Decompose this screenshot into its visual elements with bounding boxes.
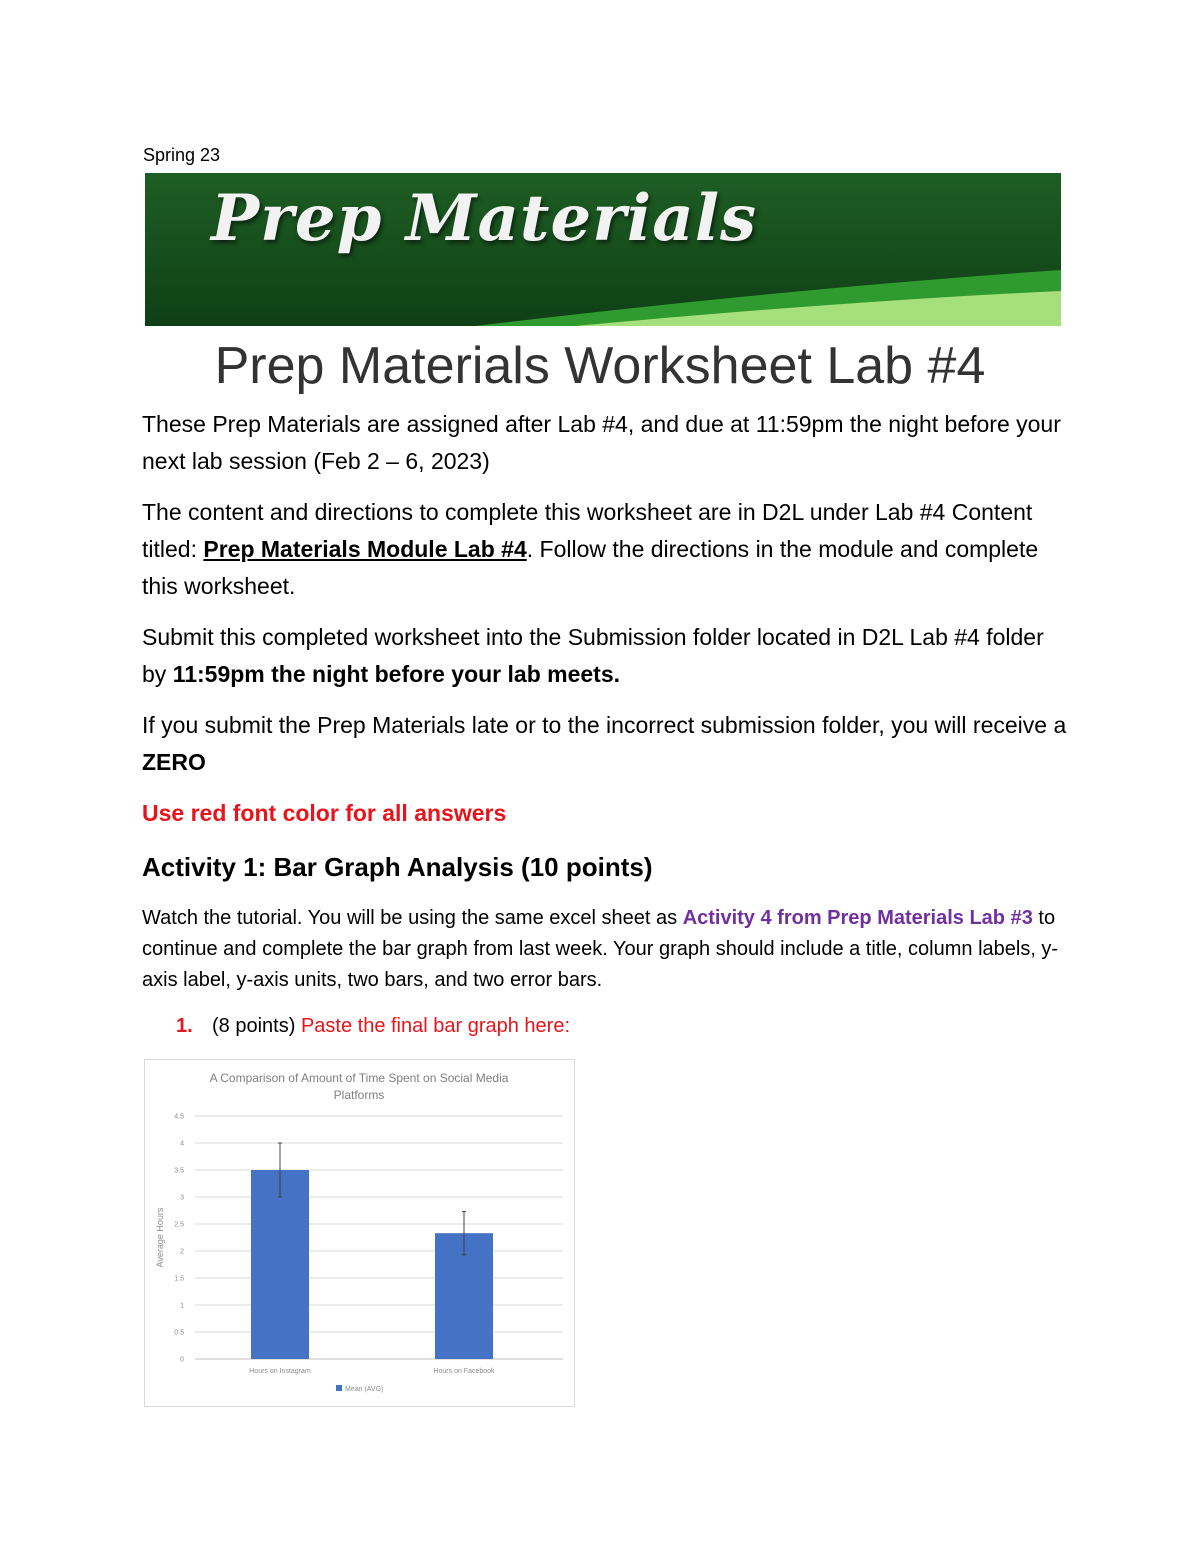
y-tick-label: 2.5 [174,1221,184,1229]
question-1 [176,1011,570,1042]
answer-color-note: Use red font color for all answers [142,800,507,826]
legend-swatch [336,1385,342,1391]
x-category-label: Hours on Instagram [249,1368,311,1375]
submit-deadline: 11:59pm the night before your lab meets. [172,661,621,687]
question-1-number: 1. [176,1015,193,1037]
activity-reference-link[interactable]: Activity 4 from Prep Materials Lab #3 [682,907,1033,929]
bar-graph[interactable] [144,1059,575,1407]
y-tick-label: 2 [180,1248,184,1256]
submit-paragraph [142,619,1072,693]
y-tick-label: 3 [180,1194,184,1202]
question-1-prompt: Paste the final bar graph here: [300,1015,570,1037]
intro-paragraph: These Prep Materials are assigned after Lab #4, and due at 11:59pm the night before your next lab session (Feb 2 – 6, 2023) [142,411,1061,474]
document-title: Prep Materials Worksheet Lab #4 [214,337,986,395]
banner-title: Prep Materials [211,181,758,256]
activity-desc-text-end: to continue and complete the bar graph from last week. Your graph should include a title, column labels, y-axis label, y-axis units, two bars, and two error bars. [142,907,1059,991]
zero-emphasis: ZERO [142,749,206,775]
late-text: If you submit the Prep Materials late or to the incorrect submission folder, you will receive a [142,712,1067,738]
activity-1-description [142,903,1072,996]
y-tick-label: 1 [180,1302,184,1310]
prep-materials-banner [145,173,1061,326]
y-tick-label: 4.5 [174,1113,184,1121]
y-tick-label: 0 [180,1356,184,1364]
semester-label: Spring 23 [143,145,221,165]
legend-label: Mean (AVG) [345,1386,384,1393]
y-axis-label: Average Hours [155,1207,165,1268]
module-link[interactable]: Prep Materials Module Lab #4 [203,536,527,562]
y-tick-label: 3.5 [174,1167,184,1175]
directions-paragraph [142,494,1072,605]
chart-title-line-2: Platforms [333,1088,385,1102]
directions-text-end: . Follow the directions in the module and complete this worksheet. [142,536,1039,599]
directions-text: The content and directions to complete this worksheet are in D2L under Lab #4 Content titled: [142,499,1033,562]
bar-graph-svg [145,1060,574,1406]
y-tick-label: 0.5 [174,1329,184,1337]
submit-text: Submit this completed worksheet into the Submission folder located in D2L Lab #4 folder by [142,624,1044,687]
y-tick-label: 4 [180,1140,184,1148]
activity-desc-text: Watch the tutorial. You will be using the same excel sheet as [142,907,683,929]
y-tick-label: 1.5 [174,1275,184,1283]
question-1-points: (8 points) [212,1015,301,1037]
late-policy-paragraph [142,707,1072,781]
activity-1-heading: Activity 1: Bar Graph Analysis (10 points) [142,852,653,882]
bar-1 [251,1170,309,1359]
x-category-label: Hours on Facebook [433,1368,495,1375]
chart-title-line-1: A Comparison of Amount of Time Spent on Social Media [209,1071,509,1085]
